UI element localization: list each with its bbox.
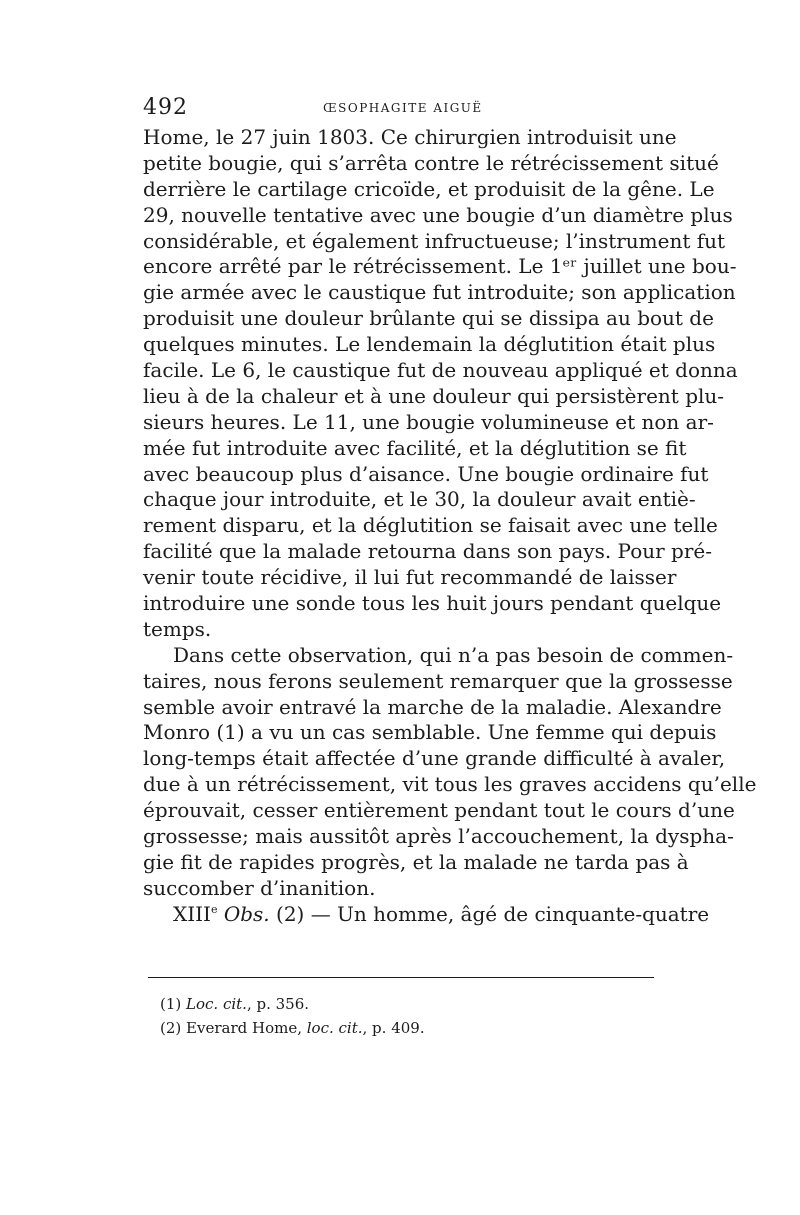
text-line: encore arrêté par le rétrécissement. Le 1ᵉʳ juillet une bou- [143, 254, 737, 279]
observation-abbrev: Obs. [223, 901, 270, 926]
text-line: due à un rétrécissement, vit tous les graves accidens qu’elle [143, 772, 757, 797]
observation-text: (2) — Un homme, âgé de cinquante-quatre [276, 901, 710, 926]
observation-numeral-suffix: e [210, 902, 218, 916]
footnote-citation: Loc. cit. [186, 995, 247, 1013]
text-line: produisit une douleur brûlante qui se dissipa au bout de [143, 306, 714, 331]
footnote-rule [148, 977, 654, 978]
text-line: éprouvait, cesser entièrement pendant tout le cours d’une [143, 798, 735, 823]
footnote-marker: (1) [160, 995, 182, 1013]
text-line: introduire une sonde tous les huit jours pendant quelque [143, 591, 722, 616]
text-line: sieurs heures. Le 11, une bougie volumineuse et non ar- [143, 409, 714, 434]
text-line: grossesse; mais aussitôt après l’accouchement, la dyspha- [143, 824, 734, 849]
body-text [143, 125, 757, 928]
text-line: gie armée avec le caustique fut introduite; son application [143, 280, 736, 305]
text-line: avec beaucoup plus d’aisance. Une bougie ordinaire fut [143, 461, 709, 486]
text-line: temps. [143, 616, 212, 641]
text-line: venir toute récidive, il lui fut recommandé de laisser [143, 565, 677, 590]
text-line: chaque jour introduite, et le 30, la douleur avait entiè- [143, 487, 696, 512]
footnote-page: , p. 409. [362, 1019, 425, 1037]
text-line: Home, le 27 juin 1803. Ce chirurgien introduisit une [143, 125, 677, 149]
text-line: petite bougie, qui s’arrêta contre le rétrécissement situé [143, 150, 719, 175]
footnote-2 [160, 1016, 640, 1040]
text-line: semble avoir entravé la marche de la maladie. Alexandre [143, 694, 722, 719]
running-head: ŒSOPHAGITE AIGUË [323, 101, 483, 115]
text-line: taires, nous ferons seulement remarquer que la grossesse [143, 668, 733, 693]
footnotes [160, 992, 640, 1040]
footnote-author: Everard Home, [186, 1019, 302, 1037]
footnote-marker: (2) [160, 1019, 182, 1037]
page-number: 492 [143, 95, 188, 120]
text-line: Dans cette observation, qui n’a pas besoin de commen- [173, 642, 734, 667]
page-header [143, 95, 655, 125]
text-line: gie fit de rapides progrès, et la malade ne tarda pas à [143, 849, 689, 874]
footnote-1 [160, 992, 640, 1016]
text-line: Monro (1) a vu un cas semblable. Une femme qui depuis [143, 720, 717, 745]
text-line: facilité que la malade retourna dans son pays. Pour pré- [143, 539, 713, 564]
text-line: long-temps était affectée d’une grande difficulté à avaler, [143, 746, 726, 771]
observation-heading-line [143, 901, 710, 928]
text-line: considérable, et également infructueuse; l’instrument fut [143, 228, 726, 253]
text-line: facile. Le 6, le caustique fut de nouveau appliqué et donna [143, 358, 738, 383]
text-line: quelques minutes. Le lendemain la déglutition était plus [143, 332, 716, 357]
text-line: rement disparu, et la déglutition se faisait avec une telle [143, 513, 718, 538]
footnote-page: , p. 356. [246, 995, 310, 1013]
footnote-citation: loc. cit. [306, 1019, 363, 1037]
text-line: derrière le cartilage cricoïde, et produisit de la gêne. Le [143, 176, 715, 201]
text-line: mée fut introduite avec facilité, et la déglutition se fit [143, 435, 687, 460]
text-line: 29, nouvelle tentative avec une bougie d’un diamètre plus [143, 202, 733, 227]
text-line: lieu à de la chaleur et à une douleur qui persistèrent plu- [143, 383, 725, 408]
observation-numeral: XIII [173, 901, 211, 926]
text-line: succomber d’inanition. [143, 875, 376, 900]
